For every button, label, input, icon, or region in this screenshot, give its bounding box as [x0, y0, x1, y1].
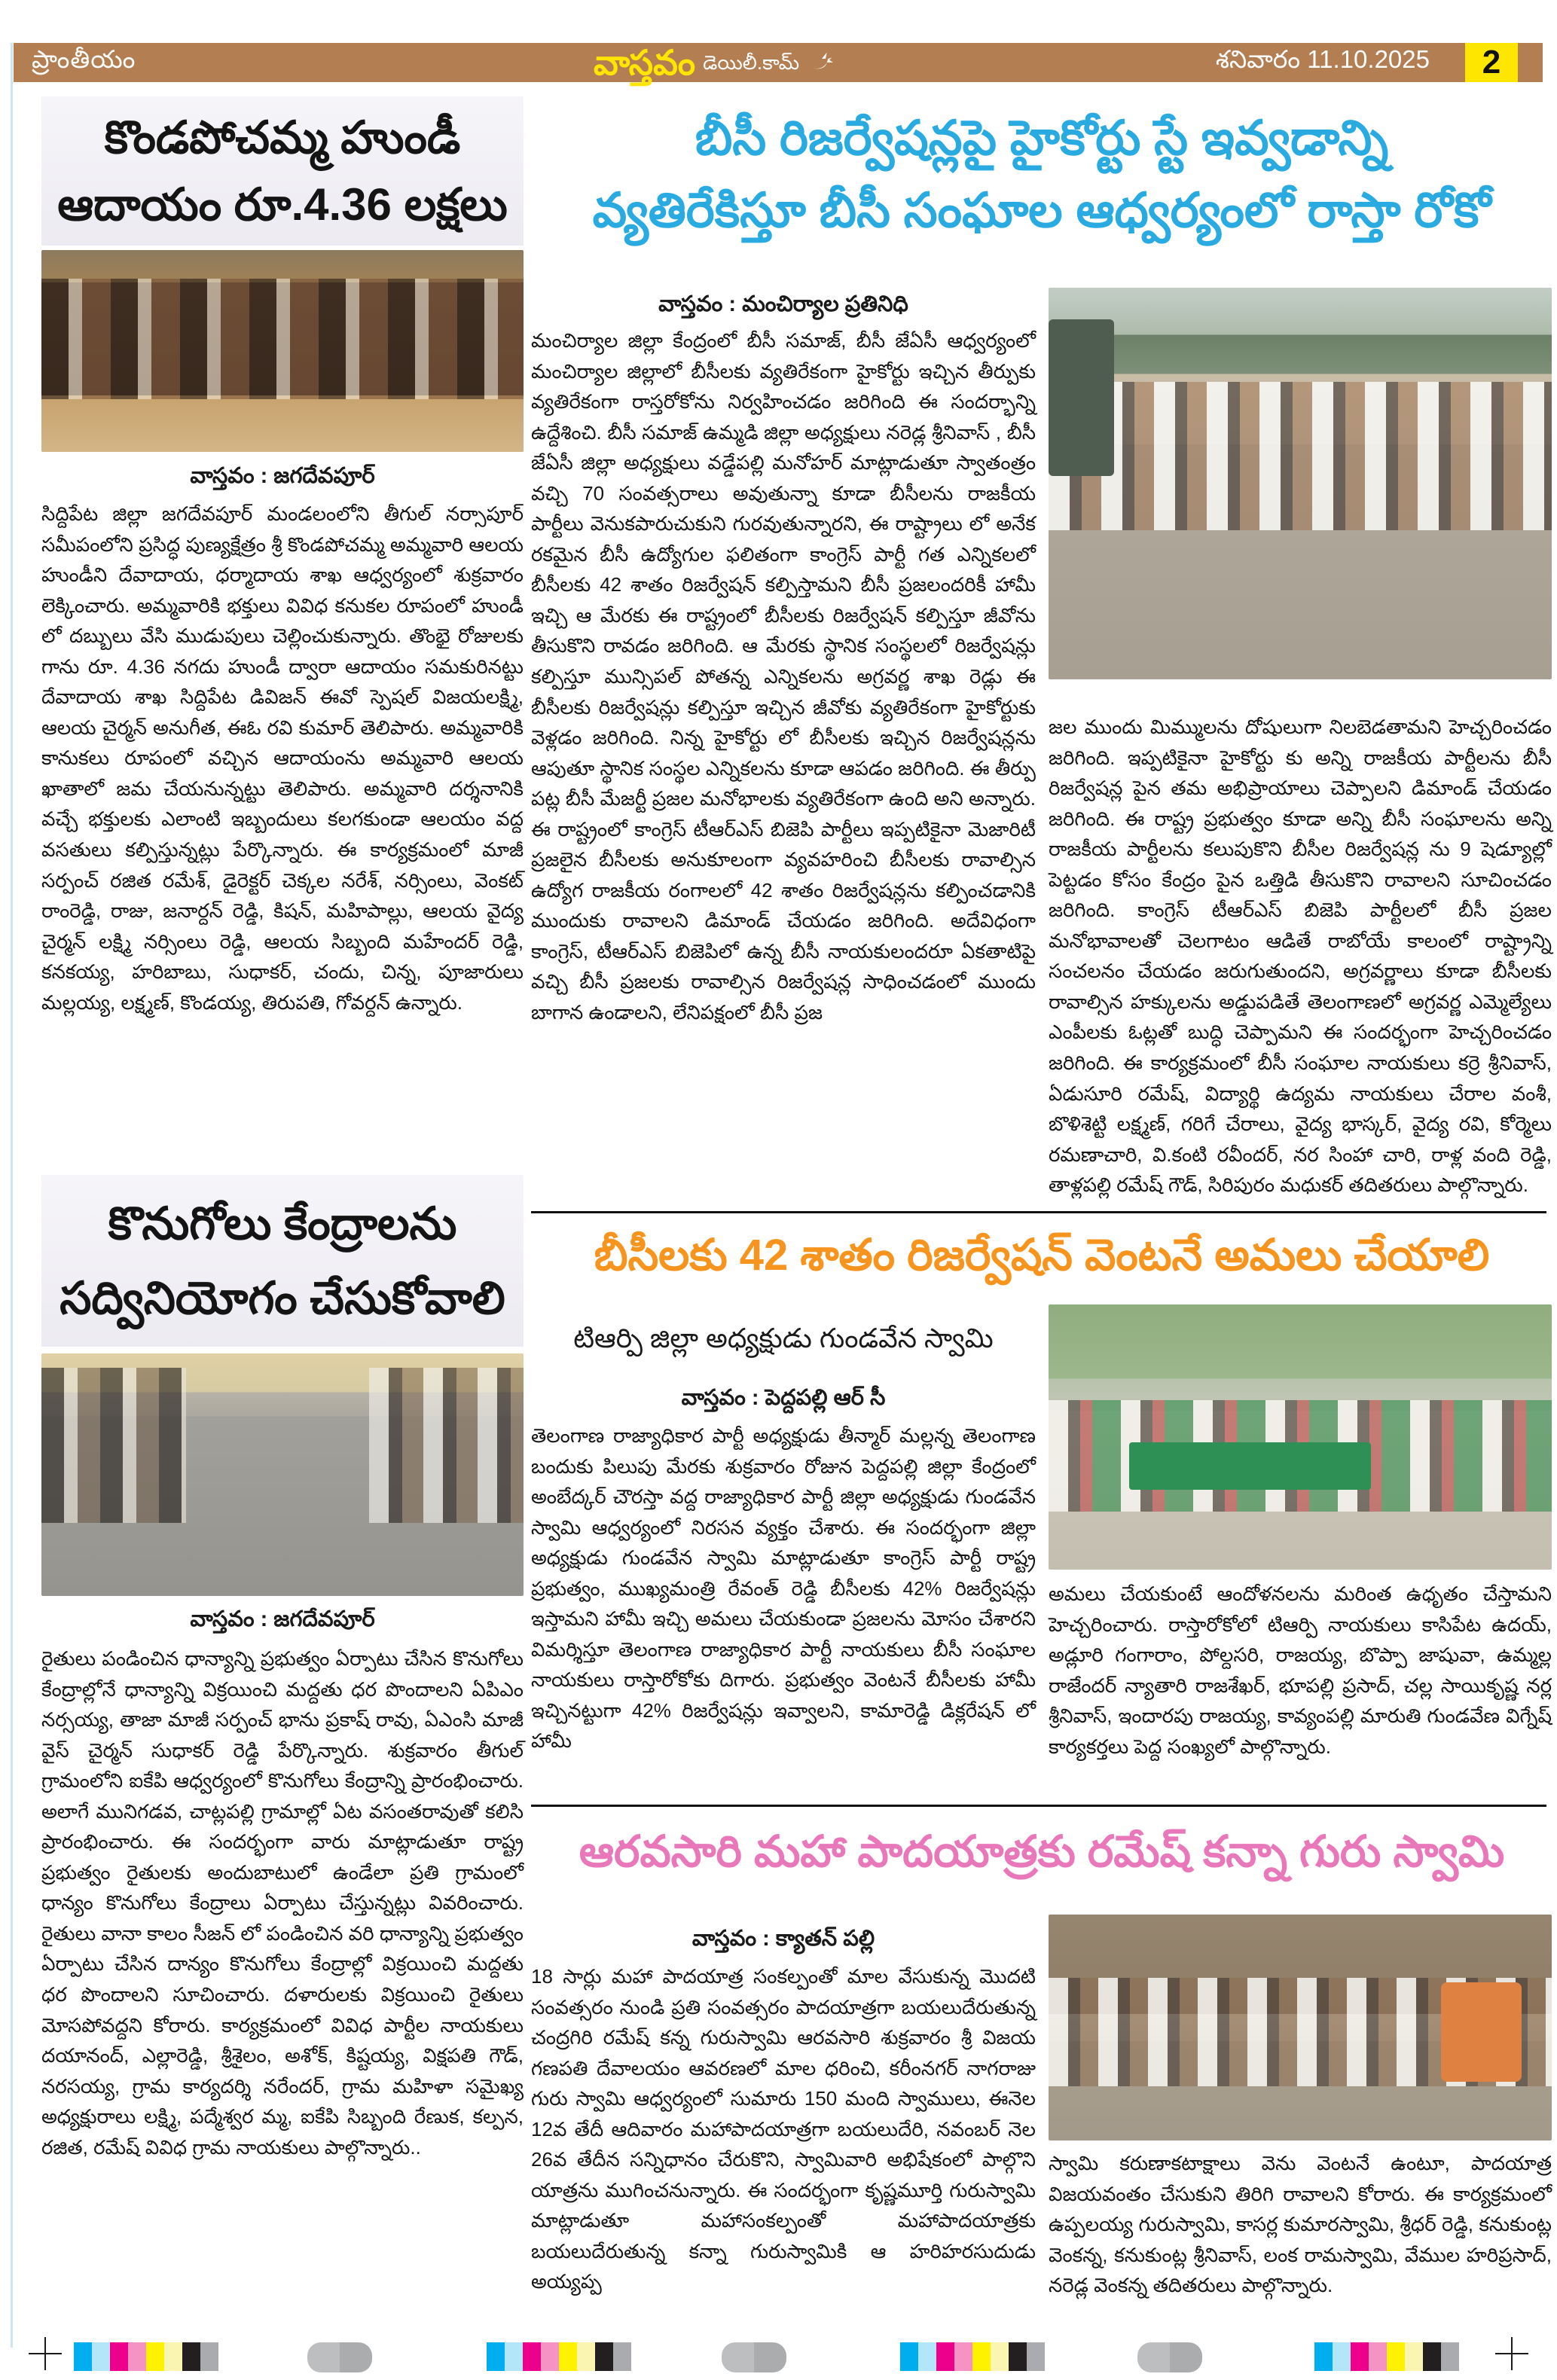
color-swatch — [936, 2342, 954, 2371]
color-swatch — [991, 2342, 1009, 2371]
headline-rasta-roko — [531, 102, 1552, 246]
byline-rasta-roko: వాస్తవం : మంచిర్యాల ప్రతినిధి — [658, 292, 908, 316]
body-reservation42-col2: అమలు చేయకుంటే ఆందోళనలను మరింత ఉధృతం చేస్తామని హెచ్చరించారు. రాస్తారోకోలో టిఆర్పి నాయకులు కాసిపేట ఉదయ్, అడ్లూరి గంగారాం, పోల్దసరి, రాజయ్య, బొప్పా జాషువా, ఉమ్మల్ల రాజేందర్ న్యాతారి రాజశేఖర్, భూపల్లి ప్రసాద్, చల్ల సాయికృష్ణ నర్ల శ్రీనివాస్, ఇందారపు రాజయ్య, కావ్యంపల్లి మారుతి గుండవేణ విగ్నేష్ కార్యకర్తలు పెద్ద సంఖ్యలో పాల్గొన్నారు. — [1049, 1582, 1552, 1758]
color-swatch — [1387, 2342, 1405, 2371]
color-swatch — [1423, 2342, 1441, 2371]
byline-reservation42: వాస్తవం : పెద్దపల్లి ఆర్ సీ — [681, 1386, 886, 1410]
color-swatch — [1009, 2342, 1027, 2371]
color-swatch — [900, 2342, 918, 2371]
color-swatch — [1441, 2342, 1459, 2371]
headline-line: కొనుగోలు కేంద్రాలను — [108, 1198, 457, 1249]
photo-rasta-roko-protest — [1049, 288, 1552, 679]
subhead-reservation42: టిఆర్పి జిల్లా అధ్యక్షుడు గుండవేన స్వామి — [573, 1323, 994, 1353]
color-swatch — [918, 2342, 936, 2371]
masthead-title: వాస్తవం — [594, 43, 696, 82]
headline-reservation42: బీసీలకు 42 శాతం రిజర్వేషన్ వెంటనే అమలు చేయాలి — [594, 1231, 1490, 1280]
body-rasta-roko-col2: జల ముందు మిమ్ములను దోషులుగా నిలబెడతామని హెచ్చరించడం జరిగింది. ఇప్పటికైనా హైకోర్టు కు అన్ని రాజకీయ పార్టీలను బీసీ రిజర్వేషన్ల పైన తమ అభిప్రాయాలు చెప్పాలని డిమాండ్ చేయడం జరిగింది. ఈ రాష్ట్ర ప్రభుత్వం కూడా అన్ని బీసీ సంఘాలను అన్ని రాజకీయ పార్టీలను కలుపుకొని బీసీల రిజర్వేషన్ల ను 9 షెడ్యూల్లో పెట్టడం కోసం కేంద్రం పైన ఒత్తిడి తీసుకొని రావాలని సూచించడం జరిగింది. కాంగ్రెస్ టీఆర్ఎస్ బిజెపి పార్టీలలో బీసీ ప్రజల మనోభావాలతో చెలగాటం ఆడితే రాబోయే కాలంలో రాష్ట్రాన్ని సంచలనం చేయడం జరుగుతుందని, అగ్రవర్ణాలు కూడా బీసీలకు రావాల్సిన హక్కులను అడ్డుపడితే తెలంగాణలో అగ్రవర్ణ ఎమ్మెల్యేలు ఎంపీలకు ఓట్లతో బుద్ధి చెప్పామని ఈ సందర్భంగా హెచ్చరించడం జరిగింది. ఈ కార్యక్రమంలో బీసీ సంఘాల నాయకులు కర్రె శ్రీనివాస్, ఏడుసూరి రమేష్, విద్యార్థి ఉద్యమ నాయకులు చేరాల వంశీ, బొళిశెట్టి లక్ష్మణ్, గరిగే చేరాలు, వైద్య భాస్కర్, వైద్య రవి, కోర్మెలు రమణాచారి, వి.కంటి రవీందర్, నర సింహా చారి, రాళ్ల వంది రెడ్డి, తాళ్లపల్లి రమేష్ గౌడ్, సిరిపురం మధుకర్ తదితరులు పాల్గొన్నారు. — [1049, 716, 1552, 1197]
color-swatch — [1351, 2342, 1369, 2371]
headline-line: సద్వినియోగం చేసుకోవాలి — [60, 1273, 505, 1323]
section-divider-rule — [531, 1805, 1546, 1807]
color-swatch — [505, 2342, 523, 2371]
print-gray-mark — [307, 2342, 372, 2372]
photo-flags-protest — [1049, 1304, 1552, 1570]
photo-paddy-centre-launch — [41, 1353, 524, 1596]
color-swatch — [577, 2342, 595, 2371]
color-swatch — [1027, 2342, 1045, 2371]
dove-icon — [807, 47, 837, 78]
body-reservation42-col1: తెలంగాణ రాజ్యాధికార పార్టీ అధ్యక్షుడు తీన్మార్ మల్లన్న తెలంగాణ బందుకు పిలుపు మేరకు శుక్రవారం రోజున పెద్దపల్లి జిల్లా కేంద్రంలో అంబేద్కర్ చౌరస్తా వద్ద రాజ్యాధికార పార్టీ జిల్లా అధ్యక్షుడు గుండవేన స్వామి ఆధ్వర్యంలో నిరసన వ్యక్తం చేశారు. ఈ సందర్భంగా జిల్లా అధ్యక్షుడు గుండవేన స్వామి మాట్లాడుతూ కాంగ్రెస్ పార్టీ రాష్ట్ర ప్రభుత్వం, ముఖ్యమంత్రి రేవంత్ రెడ్డి బీసీలకు 42% రిజర్వేషన్లు ఇస్తామని హామీ ఇచ్చి అమలు చేయకుండా ప్రజలను మోసం చేశారని విమర్శిస్తూ తెలంగాణ రాజ్యాధికార పార్టీ నాయకులు బీసీ సంఘాల నాయకులు రాస్తారోకోకు దిగారు. ప్రభుత్వం వెంటనే బీసీలకు హామీ ఇచ్చినట్టుగా 42% రిజర్వేషన్లు ఇవ్వాలని, కామారెడ్డి డిక్లరేషన్ లో హామీ — [531, 1424, 1036, 1753]
headline-line: కొండపోచమ్మ హుండీ — [104, 112, 461, 163]
headline-line: ఆదాయం రూ.4.36 లక్షలు — [57, 179, 508, 230]
print-gray-mark — [1137, 2342, 1202, 2372]
color-swatch — [972, 2342, 991, 2371]
color-swatch — [595, 2342, 613, 2371]
color-swatch — [164, 2342, 182, 2371]
color-swatch — [523, 2342, 541, 2371]
body-rasta-roko-col1: మంచిర్యాల జిల్లా కేంద్రంలో బీసీ సమాజ్, బీసీ జేఏసీ ఆధ్వర్యంలో మంచిర్యాల జిల్లాలో బీసీలకు వ్యతిరేకంగా హైకోర్టు ఇచ్చిన తీర్పుకు వ్యతిరేకంగా రాస్తరోకోను నిర్వహించడం జరిగింది ఈ సందర్భాన్ని ఉద్దేశించి. బీసీ సమాజ్ ఉమ్మడి జిల్లా అధ్యక్షులు నరెడ్ల శ్రీనివాస్ , బీసీ జేఏసీ జిల్లా అధ్యక్షులు వడ్డేపల్లి మనోహర్ మాట్లాడుతూ స్వాతంత్రం వచ్చి 70 సంవత్సరాలు అవుతున్నా కూడా బీసీలను రాజకీయ పార్టీలు వెనుకపారుచుకుని గురవుతున్నారని, ఈ రాష్ట్రాలు లో అనేక రకమైన బీసీ ఉద్యోగుల ఫలితంగా కాంగ్రెస్ పార్టీ గత ఎన్నికలలో బీసీలకు 42 శాతం రిజర్వేషన్ కల్పిస్తామని బీసీ ప్రజలందరికీ హామీ ఇచ్చి ఆ మేరకు ఈ రాష్ట్రంలో బీసీలకు రిజర్వేషన్ కల్పిస్తూ జీవోను తీసుకొని రావడం జరిగింది. ఆ మేరకు స్థానిక సంస్థలలో రిజర్వేషన్లు కల్పిస్తూ మున్సిపల్ పోతన్న ఎన్నికలను అగ్రవర్ణ శాఖ రెడ్లు ఈ బీసీలకు రిజర్వేషన్లు కల్పిస్తూ ఇచ్చిన జీవోకు వ్యతిరేకంగా హైకోర్టుకు వెళ్లడం జరిగింది. నిన్న హైకోర్టు లో బీసీలకు ఇచ్చిన రిజర్వేషన్లను ఆపుతూ స్థానిక సంస్థల ఎన్నికలను కూడా ఆపడం జరిగింది. ఈ తీర్పు పట్ల బీసీ మేజర్టీ ప్రజల మనోభాలకు వ్యతిరేకంగా ఉంది అని అన్నారు. ఈ రాష్ట్రంలో కాంగ్రెస్ టీఆర్ఎస్ బిజెపి పార్టీలు ఇప్పటికైనా మెజారిటీ ప్రజలైన బీసీలకు అనుకూలంగా వ్యవహరించి బీసీలకు రావాల్సిన ఉద్యోగ రాజకీయ రంగాలలో 42 శాతం రిజర్వేషన్లను కల్పించడానికి ముందుకు రావాలని డిమాండ్ చేయడం జరిగింది. అదేవిధంగా కాంగ్రెస్, టీఆర్ఎస్ బిజెపిలో ఉన్న బీసీ నాయకులందరూ ఏకతాటిపై వచ్చి బీసీ ప్రజలకు రావాల్సిన రిజర్వేషన్ల సాధించడంలో ముందు బాగాన ఉండాలని, లేనిపక్షంలో బీసీ ప్రజ — [531, 329, 1036, 1024]
color-swatch — [1333, 2342, 1351, 2371]
print-color-bar — [487, 2342, 631, 2371]
page-edge-line — [11, 43, 13, 2348]
color-swatch — [200, 2342, 218, 2371]
body-padayatra-col1: 18 సార్లు మహా పాదయాత్ర సంకల్పంతో మాల వేసుకున్న మొదటి సంవత్సరం నుండి ప్రతి సంవత్సరం పాదయాత్రగా బయలుదేరుతున్న చంద్రగిరి రమేష్ కన్న గురుస్వామి ఆరవసారి శుక్రవారం శ్రీ విజయ గణపతి దేవాలయం ఆవరణలో మాల ధరించి, కరీంనగర్ నాగరాజు గురు స్వామి ఆధ్వర్యంలో సుమారు 150 మంది స్వాములు, ఈనెల 12వ తేదీ ఆదివారం మహాపాదయాత్రగా బయలుదేరి, నవంబర్ నెల 26వ తేదీన సన్నిధానం చేరుకొని, స్వామివారి అభిషేకంలో పాల్గొని యాత్రను ముగించనున్నారు. ఈ సందర్భంగా కృష్ణమూర్తి గురుస్వామి మాట్లాడుతూ మహాసంకల్పంతో మహాపాదయాత్రకు బయలుదేరుతున్న కన్నా గురుస్వామికి ఆ హరిహరసుదుడు అయ్యప్ప — [531, 1965, 1036, 2293]
byline-konugolu: వాస్తవం : జగదేవపూర్ — [190, 1607, 375, 1631]
registration-crosshair — [29, 2337, 62, 2370]
color-swatch — [954, 2342, 972, 2371]
section-divider-rule — [531, 1211, 1546, 1213]
print-gray-mark — [722, 2342, 786, 2372]
color-swatch — [74, 2342, 92, 2371]
headline-padayatra: ఆరవసారి మహా పాదయాత్రకు రమేష్ కన్నా గురు స్వామి — [579, 1827, 1505, 1876]
headline-line: వ్యతిరేకిస్తూ బీసీ సంఘాల ఆధ్వర్యంలో రాస్తా రోకో — [592, 183, 1491, 237]
photo-hundi-counting — [41, 250, 524, 452]
headline-hundi — [41, 96, 524, 246]
color-swatch — [487, 2342, 505, 2371]
headline-line: బీసీ రిజర్వేషన్లపై హైకోర్టు స్టే ఇవ్వడాన్ని — [695, 111, 1389, 165]
headline-konugolu — [41, 1175, 524, 1347]
photo-padayatra-group — [1049, 1915, 1552, 2140]
color-swatch — [559, 2342, 577, 2371]
color-swatch — [613, 2342, 631, 2371]
print-color-bar — [1314, 2342, 1459, 2371]
print-color-bar — [74, 2342, 218, 2371]
body-konugolu: రైతులు పండించిన ధాన్యాన్ని ప్రభుత్వం ఏర్పాటు చేసిన కొనుగోలు కేంద్రాల్లోనే ధాన్యాన్ని విక్రయించి మద్దతు ధర పొందాలని ఏపిఎం నర్సయ్య, తాజా మాజీ సర్పంచ్ భాను ప్రకాష్ రావు, ఏఎంసి మాజీ వైస్ చైర్మన్ సుధాకర్ రెడ్డి పేర్కొన్నారు. శుక్రవారం తీగుల్ గ్రామంలోని ఐకేపి ఆధ్వర్యంలో కొనుగోలు కేంద్రాన్ని ప్రారంభించారు. అలాగే మునిగడవ, చాట్లపల్లి గ్రామాల్లో ఏట వసంతరావుతో కలిసి ప్రారంభించారు. ఈ సందర్భంగా వారు మాట్లాడుతూ రాష్ట్ర ప్రభుత్వం రైతులకు అందుబాటులో ఉండేలా ప్రతి గ్రామంలో ధాన్యం కొనుగోలు కేంద్రాలు ఏర్పాటు చేస్తున్నట్లు వివరించారు. రైతులు వానా కాలం సీజన్ లో పండించిన వరి ధాన్యాన్ని ప్రభుత్వం ఏర్పాటు చేసిన దాన్యం కొనుగోలు కేంద్రాల్లో విక్రయించి మద్దతు ధర పొందాలని సూచించారు. దళారులకు విక్రయించి రైతులు మోసపోవద్దని కోరారు. కార్యక్రమంలో వివిధ పార్టీల నాయకులు దయానంద్, ఎల్లారెడ్డి, శ్రీశైలం, అశోక్, కిష్టయ్య, విక్షపతి గౌడ్, నరసయ్య, గ్రామ కార్యదర్శి నరేందర్, గ్రామ మహిళా సమైఖ్య అధ్యక్షురాలు లక్ష్మి, పద్మేశ్వర మ్మ, ఐకేపి సిబ్బంది రేణుక, కల్పన, రజిత, రమేష్ వివిధ గ్రామ నాయకులు పాల్గొన్నారు.. — [41, 1647, 524, 2159]
color-swatch — [1314, 2342, 1333, 2371]
date-label: శనివారం 11.10.2025 — [1215, 45, 1430, 73]
color-swatch — [541, 2342, 559, 2371]
page-number: 2 — [1465, 43, 1518, 82]
print-color-bar — [900, 2342, 1045, 2371]
body-padayatra-col2: స్వామి కరుణాకటాక్షాలు వెను వెంటనే ఉంటూ, పాదయాత్ర విజయవంతం చేసుకుని తిరిగి రావాలని కోరారు. ఈ కార్యక్రమంలో ఉప్పలయ్య గురుస్వామి, కాసర్ల కుమారస్వామి, శ్రీధర్ రెడ్డి, కనుకుంట్ల వెంకన్న, కనుకుంట్ల శ్రీనివాస్, లంక రామస్వామి, వేముల హరిప్రసాద్, నరెడ్ల వెంకన్న తదితరులు పాల్గొన్నారు. — [1049, 2152, 1552, 2297]
color-swatch — [1369, 2342, 1387, 2371]
color-swatch — [128, 2342, 146, 2371]
color-swatch — [92, 2342, 110, 2371]
color-swatch — [182, 2342, 200, 2371]
color-swatch — [146, 2342, 164, 2371]
byline-hundi: వాస్తవం : జగదేవపూర్ — [190, 464, 375, 488]
section-label: ప్రాంతీయం — [32, 45, 136, 73]
byline-padayatra: వాస్తవం : క్యాతన్ పల్లి — [691, 1927, 875, 1951]
color-swatch — [1405, 2342, 1423, 2371]
registration-crosshair — [1495, 2337, 1528, 2370]
color-swatch — [110, 2342, 128, 2371]
masthead — [594, 43, 837, 82]
masthead-suffix: డెయిలీ.కామ్ — [703, 51, 800, 74]
masthead-bar — [14, 43, 1543, 82]
body-hundi: సిద్దిపేట జిల్లా జగదేవపూర్ మండలంలోని తీగుల్ నర్సాపూర్ సమీపంలోని ప్రసిద్ధ పుణ్యక్షేత్రం శ్రీ కొండపోచమ్మ అమ్మవారి ఆలయ హుండీని దేవాదాయ, ధర్మాదాయ శాఖ ఆధ్వర్యంలో శుక్రవారం లెక్కించారు. అమ్మవారికి భక్తులు వివిధ కనుకల రూపంలో హుండీ లో దబ్బులు వేసి ముడుపులు చెల్లించుకున్నారు. తొంభై రోజులకు గాను రూ. 4.36 నగదు హుండీ ద్వారా ఆదాయం సమకురినట్టు దేవాదాయ శాఖ సిద్దిపేట డివిజన్ ఈవో స్పెషల్ విజయలక్ష్మి, ఆలయ చైర్మన్ అనుగీత, ఈఓ రవి కుమార్ తెలిపారు. అమ్మవారికి కానుకలు రూపంలో వచ్చిన ఆదాయంను అమ్మవారి ఆలయ ఖాతాలో జమ చేయనున్నట్టు తెలిపారు. అమ్మవారి దర్శనానికి వచ్చే భక్తులకు ఎలాంటి ఇబ్బందులు కలగకుండా ఆలయం వద్ద వసతులు కల్పిస్తున్నట్లు పేర్కొన్నారు. ఈ కార్యక్రమంలో మాజీ సర్పంచ్ రజిత రమేశ్, డైరెక్టర్ చెక్కల నరేశ్, నర్సింలు, వెంకట్ రాంరెడ్డి, రాజు, జనార్దన్ రెడ్డి, కిషన్, మహిపాల్లు, ఆలయ వైద్య చైర్మన్ లక్ష్మి నర్సింలు రెడ్డి, ఆలయ సిబ్బంది మహేందర్ రెడ్డి, కనకయ్య, హరిబాబు, సుధాకర్, చందు, చిన్న, పూజారులు మల్లయ్య, లక్ష్మణ్, కొండయ్య, తిరుపతి, గోవర్దన్ ఉన్నారు. — [41, 502, 524, 1014]
